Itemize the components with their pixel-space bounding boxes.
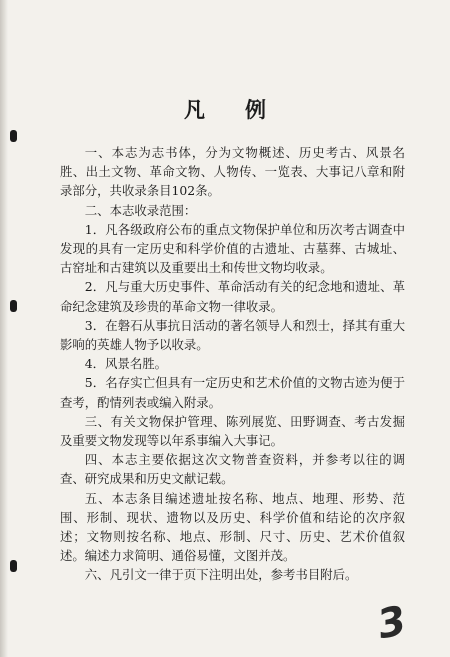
title-char-1: 凡: [184, 97, 205, 122]
paragraph-1: 一、本志为志书体，分为文物概述、历史考古、风景名胜、出土文物、革命文物、人物传、一览表、大事记八章和附录部分，共收录条目102条。: [60, 145, 405, 199]
paragraph-2-item-4: 4．风景名胜。: [84, 356, 168, 372]
paragraph-2-item-2: 2．凡与重大历史事件、革命活动有关的纪念地和遗址、革命纪念建筑及珍贵的革命文物一律收录。: [60, 279, 405, 314]
paragraph-4: 四、本志主要依据这次文物普查资料，并参考以往的调查、研究成果和历史文献记载。: [60, 452, 405, 487]
paragraph-2-item-5: 5．名存实亡但具有一定历史和艺术价值的文物古迹为便于查考，酌情列表或编入附录。: [60, 375, 405, 410]
paragraph-2: 二、本志收录范围：: [84, 202, 197, 218]
paragraph-6: 六、凡引文一律于页下注明出处，参考书目附后。: [84, 567, 358, 583]
binding-hole: [10, 300, 17, 312]
paragraph-2-item-3: 3．在磐石从事抗日活动的著名领导人和烈士，择其有重大影响的英雄人物予以收录。: [60, 317, 405, 353]
guidelines-body: [60, 143, 405, 585]
page-title: [0, 94, 450, 124]
title-char-2: 例: [245, 97, 266, 122]
paragraph-5: 五、本志条目编述遗址按名称、地点、地理、形势、范围、形制、现状、遗物以及历史、科学价值和结论的次序叙述；文物则按名称、地点、形制、尺寸、历史、艺术价值叙述。编述力求简明、通俗易懂，文图并茂。: [60, 490, 405, 564]
binding-hole: [10, 130, 17, 142]
binding-hole: [10, 560, 17, 572]
page-number: 3: [373, 597, 411, 649]
paragraph-2-item-1: 1．凡各级政府公布的重点文物保护单位和历次考古调查中发现的具有一定历史和科学价值的古遗址、古墓葬、古城址、古窑址和古建筑以及重要出土和传世文物均收录。: [60, 221, 405, 276]
paragraph-3: 三、有关文物保护管理、陈列展览、田野调查、考古发掘及重要文物发现等以年系事编入大事记。: [60, 413, 405, 449]
